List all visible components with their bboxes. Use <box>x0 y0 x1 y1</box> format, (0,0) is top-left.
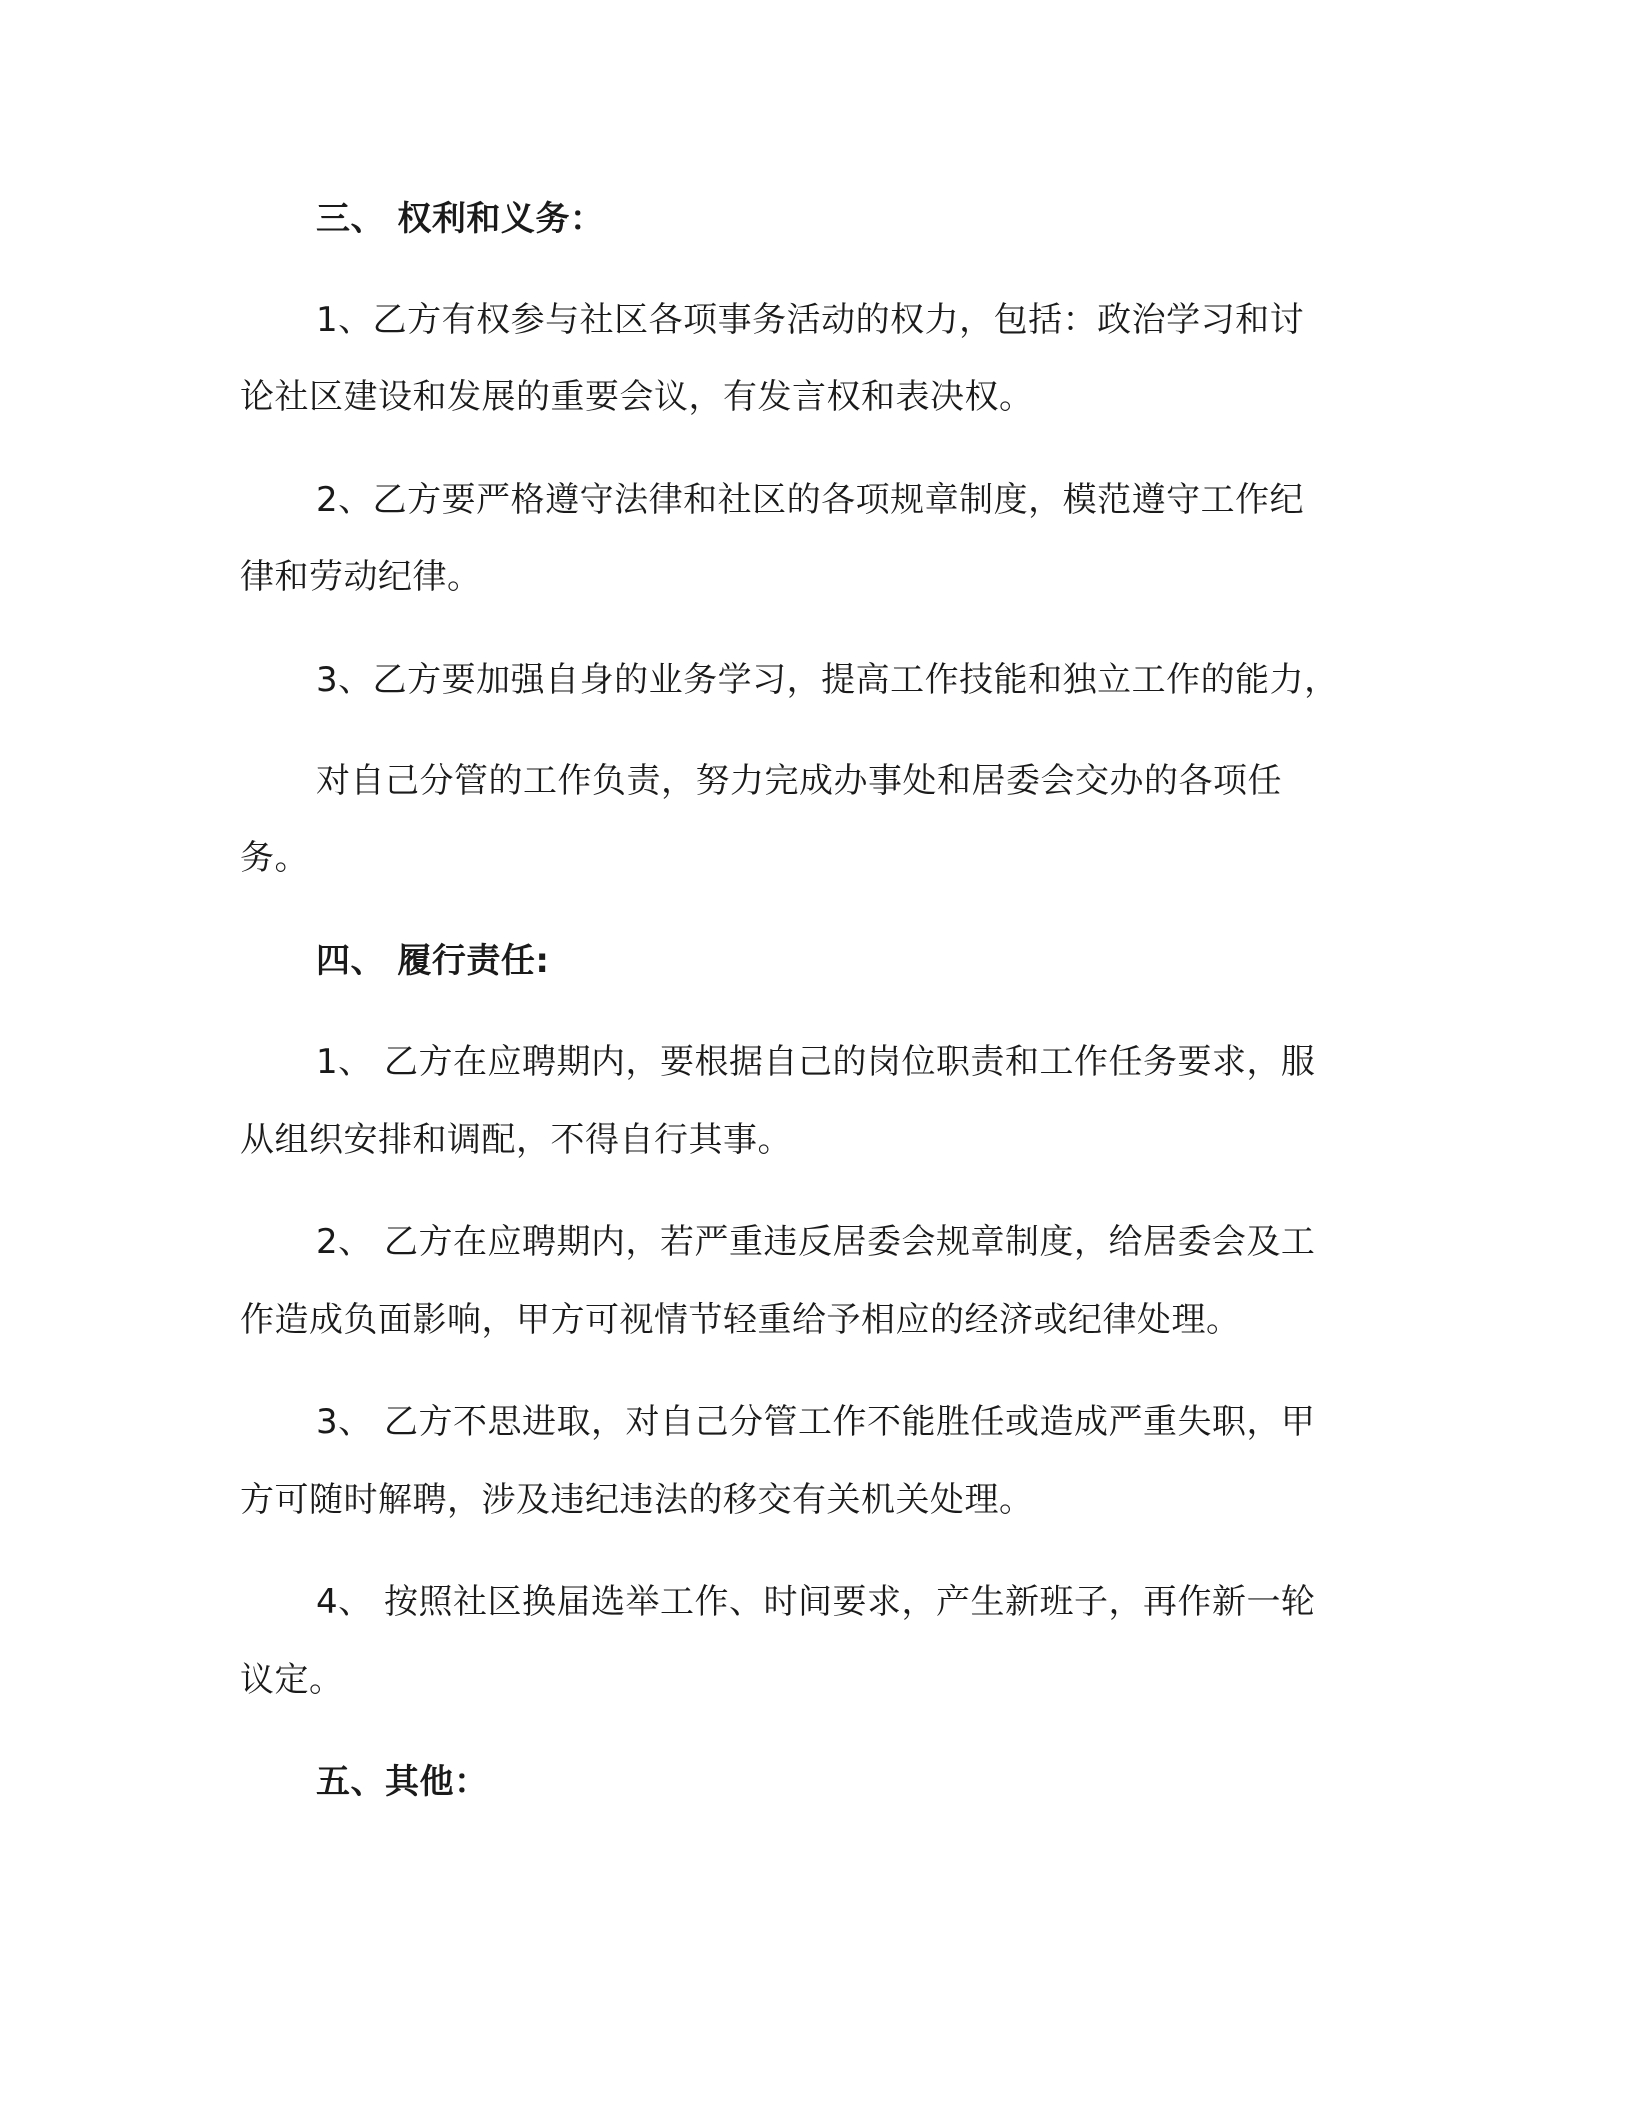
section-3-item-1-line-2: 论社区建设和发展的重要会议，有发言权和表决权。 <box>240 377 1034 417</box>
section-5-heading: 五、其他： <box>316 1762 489 1802</box>
section-3-item-1-line-1: 1、乙方有权参与社区各项事务活动的权力，包括：政治学习和讨 <box>316 300 1305 340</box>
section-3-item-2-line-2: 律和劳动纪律。 <box>240 557 482 597</box>
section-4-item-2-line-2: 作造成负面影响，甲方可视情节轻重给予相应的经济或纪律处理。 <box>240 1300 1241 1340</box>
section-3-item-3-line-3: 务。 <box>240 838 309 878</box>
section-3-item-2-line-1: 2、乙方要严格遵守法律和社区的各项规章制度，模范遵守工作纪 <box>316 480 1305 520</box>
section-4-item-4-line-1: 4、 按照社区换届选举工作、时间要求，产生新班子，再作新一轮 <box>316 1582 1316 1622</box>
section-4-item-1-line-2: 从组织安排和调配，不得自行其事。 <box>240 1120 792 1160</box>
section-4-item-3-line-2: 方可随时解聘，涉及违纪违法的移交有关机关处理。 <box>240 1480 1034 1520</box>
section-3-item-3-line-1: 3、乙方要加强自身的业务学习，提高工作技能和独立工作的能力， <box>316 660 1339 700</box>
section-4-item-2-line-1: 2、 乙方在应聘期内，若严重违反居委会规章制度，给居委会及工 <box>316 1222 1316 1262</box>
section-4-item-4-line-2: 议定。 <box>240 1660 344 1700</box>
section-4-heading: 四、 履行责任: <box>316 941 550 981</box>
section-3-heading: 三、 权利和义务： <box>316 199 605 239</box>
section-4-item-1-line-1: 1、 乙方在应聘期内，要根据自己的岗位职责和工作任务要求，服 <box>316 1042 1316 1082</box>
section-4-item-3-line-1: 3、 乙方不思进取，对自己分管工作不能胜任或造成严重失职，甲 <box>316 1402 1316 1442</box>
section-3-item-3-line-2: 对自己分管的工作负责，努力完成办事处和居委会交办的各项任 <box>316 761 1282 801</box>
